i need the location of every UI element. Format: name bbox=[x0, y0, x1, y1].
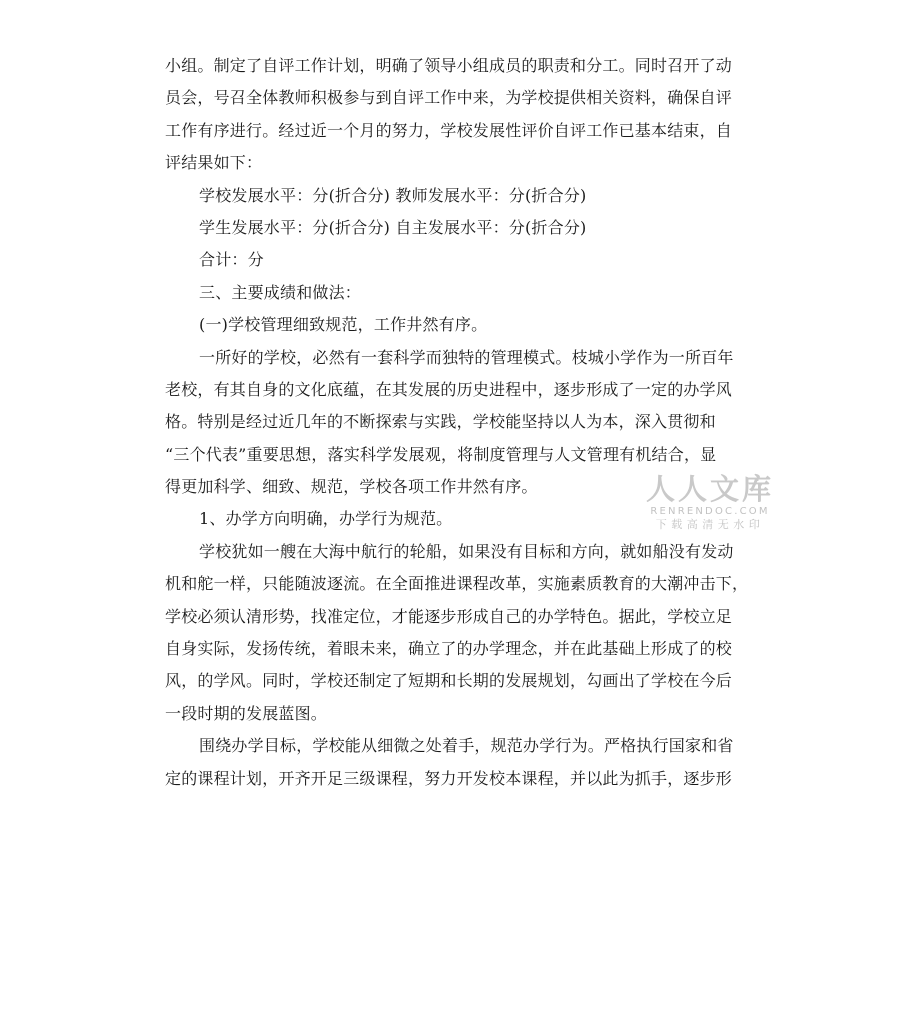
text-line: “三个代表”重要思想，落实科学发展观，将制度管理与人文管理有机结合，显 bbox=[165, 444, 717, 464]
section-heading: 三、主要成绩和做法： bbox=[199, 282, 362, 302]
text-line: 围绕办学目标，学校能从细微之处着手，规范办学行为。严格执行国家和省 bbox=[199, 736, 734, 756]
text-line: 定的课程计划，开齐开足三级课程，努力开发校本课程，并以此为抓手，逐步形 bbox=[165, 768, 733, 788]
subsection-heading: (一)学校管理细致规范，工作井然有序。 bbox=[199, 315, 488, 335]
text-line: 学校必须认清形势，找准定位，才能逐步形成自己的办学特色。据此，学校立足 bbox=[165, 606, 733, 626]
text-line: 自身实际，发扬传统，着眼未来，确立了的办学理念，并在此基础上形成了的校 bbox=[165, 639, 733, 659]
text-line: 学校犹如一艘在大海中航行的轮船，如果没有目标和方向，就如船没有发动 bbox=[199, 541, 734, 561]
score-line-student-autonomy: 学生发展水平：分(折合分) 自主发展水平：分(折合分) bbox=[199, 217, 587, 237]
score-total-line: 合计：分 bbox=[199, 250, 264, 270]
watermark-url: RENRENDOC.COM bbox=[650, 506, 770, 517]
watermark-title: 人人文库 bbox=[645, 472, 774, 506]
text-line: 员会，号召全体教师积极参与到自评工作中来，为学校提供相关资料，确保自评 bbox=[165, 88, 733, 108]
score-line-school-teacher: 学校发展水平：分(折合分) 教师发展水平：分(折合分) bbox=[199, 185, 587, 205]
watermark-subtitle: 下载高清无水印 bbox=[655, 518, 765, 531]
text-line: 老校，有其自身的文化底蕴，在其发展的历史进程中，逐步形成了一定的办学风 bbox=[165, 379, 733, 399]
document-body bbox=[165, 50, 755, 795]
text-line: 小组。制定了自评工作计划，明确了领导小组成员的职责和分工。同时召开了动 bbox=[165, 56, 733, 75]
text-line: 机和舵一样，只能随波逐流。在全面推进课程改革，实施素质教育的大潮冲击下， bbox=[165, 574, 749, 594]
text-line: 风，的学风。同时，学校还制定了短期和长期的发展规划，勾画出了学校在今后 bbox=[165, 671, 733, 691]
text-line: 评结果如下： bbox=[165, 153, 263, 173]
text-line: 工作有序进行。经过近一个月的努力，学校发展性评价自评工作已基本结束，自 bbox=[165, 120, 733, 140]
item-heading: 1、办学方向明确，办学行为规范。 bbox=[199, 509, 453, 529]
text-line: 一所好的学校，必然有一套科学而独特的管理模式。枝城小学作为一所百年 bbox=[199, 347, 734, 367]
text-line: 格。特别是经过近几年的不断探索与实践，学校能坚持以人为本，深入贯彻和 bbox=[165, 412, 716, 432]
text-line: 得更加科学、细致、规范，学校各项工作井然有序。 bbox=[165, 477, 538, 497]
text-line: 一段时期的发展蓝图。 bbox=[165, 703, 328, 723]
watermark bbox=[640, 472, 780, 532]
